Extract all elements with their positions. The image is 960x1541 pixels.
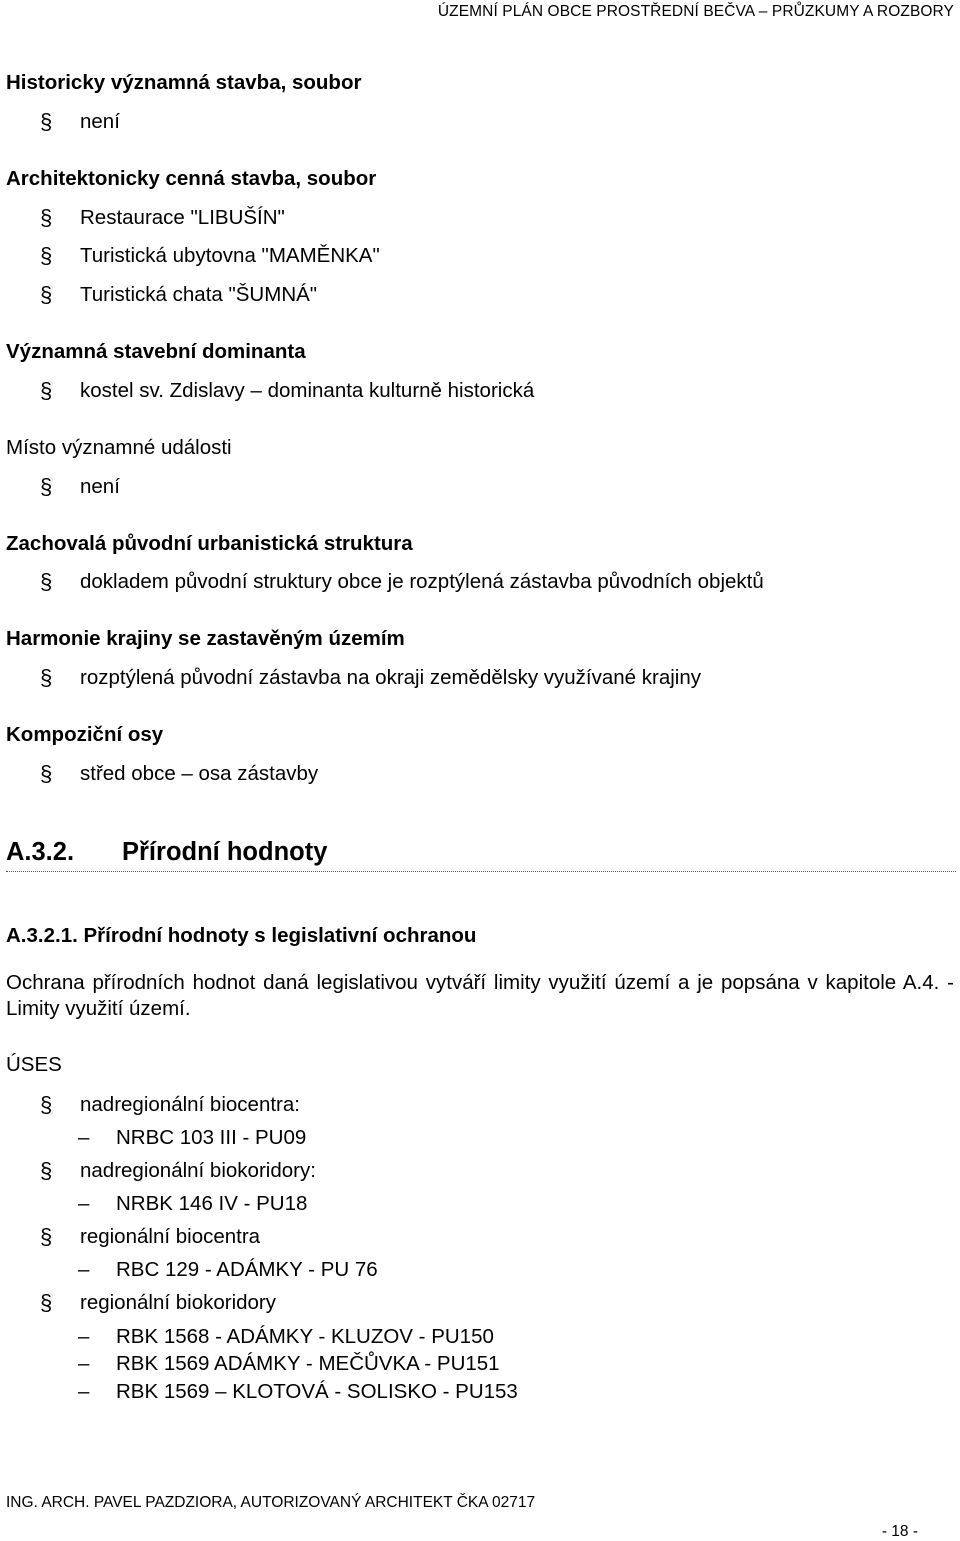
square-bullet-icon: §: [40, 474, 53, 499]
dash-bullet-icon: –: [78, 1192, 90, 1215]
list-item: § není: [40, 109, 120, 134]
heading-event-place: Místo významné události: [6, 436, 232, 459]
square-bullet-icon: §: [40, 761, 53, 786]
list-item: § Turistická ubytovna "MAMĚNKA": [40, 243, 380, 268]
sub-list-item: – RBK 1568 - ADÁMKY - KLUZOV - PU150: [78, 1325, 494, 1348]
list-item: § dokladem původní struktury obce je rozptýlená zástavba původních objektů: [40, 569, 764, 594]
square-bullet-icon: §: [40, 1158, 53, 1183]
square-bullet-icon: §: [40, 378, 53, 403]
dash-bullet-icon: –: [78, 1126, 90, 1149]
heading-urban-structure: Zachovalá původní urbanistická struktura: [6, 532, 413, 555]
list-item: § Restaurace "LIBUŠÍN": [40, 205, 285, 230]
list-item: § regionální biocentra: [40, 1224, 261, 1249]
heading-architectural-building: Architektonicky cenná stavba, soubor: [6, 167, 377, 190]
running-header: ÚZEMNÍ PLÁN OBCE PROSTŘEDNÍ BEČVA – PRŮZKUMY A ROZBORY: [437, 3, 954, 20]
list-item: § rozptýlená původní zástavba na okraji zemědělsky využívané krajiny: [40, 665, 702, 690]
list-item: § není: [40, 474, 120, 499]
section-title: [6, 838, 327, 867]
list-item: § regionální biokoridory: [40, 1290, 277, 1315]
section-title-text: Přírodní hodnoty: [122, 838, 328, 866]
list-item: § střed obce – osa zástavby: [40, 761, 319, 786]
square-bullet-icon: §: [40, 282, 53, 307]
square-bullet-icon: §: [40, 1224, 53, 1249]
heading-historic-building: Historicky významná stavba, soubor: [6, 71, 362, 94]
sub-list-item: – RBK 1569 – KLOTOVÁ - SOLISKO - PU153: [78, 1380, 518, 1403]
section-number: A.3.2.: [6, 838, 75, 866]
heading-landscape-harmony: Harmonie krajiny se zastavěným územím: [6, 627, 405, 650]
page-number: - 18 -: [881, 1523, 918, 1540]
list-item: § nadregionální biocentra:: [40, 1092, 300, 1117]
uses-heading: ÚSES: [6, 1053, 62, 1076]
square-bullet-icon: §: [40, 205, 53, 230]
square-bullet-icon: §: [40, 665, 53, 690]
square-bullet-icon: §: [40, 1092, 53, 1117]
dash-bullet-icon: –: [78, 1258, 90, 1281]
sub-list-item: – NRBC 103 III - PU09: [78, 1126, 307, 1149]
sub-list-item: – NRBK 146 IV - PU18: [78, 1192, 308, 1215]
body-paragraph: Ochrana přírodních hodnot daná legislativou vytváří limity využití území a je popsána v kapitole A.4. - Limity využití území.: [6, 971, 954, 1020]
list-item: § nadregionální biokoridory:: [40, 1158, 316, 1183]
dash-bullet-icon: –: [78, 1380, 90, 1403]
square-bullet-icon: §: [40, 109, 53, 134]
square-bullet-icon: §: [40, 1290, 53, 1315]
footer-author: ING. ARCH. PAVEL PAZDZIORA, AUTORIZOVANÝ ARCHITEKT ČKA 02717: [6, 1494, 536, 1511]
sub-list-item: – RBK 1569 ADÁMKY - MEČŮVKA - PU151: [78, 1352, 500, 1375]
list-item: § kostel sv. Zdislavy – dominanta kulturně historická: [40, 378, 535, 403]
subsection-title: A.3.2.1. Přírodní hodnoty s legislativní ochranou: [6, 924, 477, 947]
heading-composition-axes: Kompoziční osy: [6, 723, 164, 746]
dash-bullet-icon: –: [78, 1325, 90, 1348]
list-item: § Turistická chata "ŠUMNÁ": [40, 282, 318, 307]
heading-dominant: Významná stavební dominanta: [6, 340, 306, 363]
square-bullet-icon: §: [40, 569, 53, 594]
section-divider: [6, 871, 956, 872]
square-bullet-icon: §: [40, 243, 53, 268]
sub-list-item: – RBC 129 - ADÁMKY - PU 76: [78, 1258, 378, 1281]
dash-bullet-icon: –: [78, 1352, 90, 1375]
